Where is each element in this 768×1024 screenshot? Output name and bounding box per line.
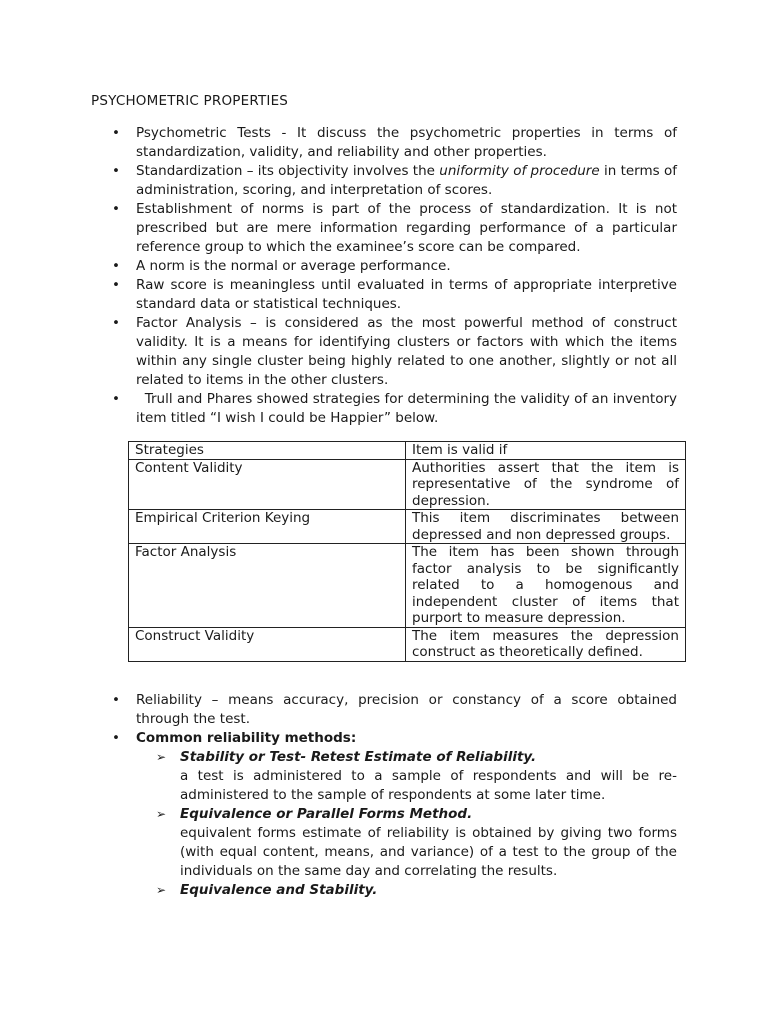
- validity-strategies-table: [128, 441, 686, 662]
- bullet-reliability-methods: [0, 729, 677, 748]
- method-body: equivalent forms estimate of reliability is obtained by giving two forms (with equal content, means, and variance) of a test to the group of the individuals on the same day and correlating the results.: [180, 825, 677, 879]
- table-header-cell: Item is valid if: [406, 442, 686, 460]
- table-cell-valid-if: The item has been shown through factor analysis to be significantly related to a homogenous and independent cluster of items that purport to measure depression.: [406, 544, 686, 628]
- standardization-text-pre: Standardization – its objectivity involves the: [136, 163, 440, 179]
- table-cell-strategy: Factor Analysis: [129, 544, 406, 628]
- bullet-psychometric-tests: • Psychometric Tests - It discuss the psychometric properties in terms of standardization, validity, and reliability and other properties.: [0, 124, 677, 162]
- bullet-norms: • Establishment of norms is part of the process of standardization. It is not prescribed but are mere information regarding performance of a particular reference group to which the examinee’s score can be compared.: [0, 200, 677, 257]
- table-cell-valid-if: This item discriminates between depressed and non depressed groups.: [406, 510, 686, 544]
- standardization-text-post: in terms of administration, scoring, and interpretation of scores.: [136, 163, 678, 198]
- table-row: [129, 510, 686, 544]
- method-title: ➢ Stability or Test- Retest Estimate of Reliability.: [180, 749, 537, 765]
- table-cell-strategy: Construct Validity: [129, 627, 406, 661]
- table-header-row: [129, 442, 686, 460]
- method-item: [136, 805, 677, 881]
- table-cell-strategy: Empirical Criterion Keying: [129, 510, 406, 544]
- document-heading: PSYCHOMETRIC PROPERTIES: [91, 93, 289, 109]
- standardization-italic: uniformity of procedure: [439, 163, 600, 179]
- table-cell-valid-if: The item measures the depression construct as theoretically defined.: [406, 627, 686, 661]
- bullet-reliability: • Reliability – means accuracy, precision or constancy of a score obtained through the test.: [0, 691, 677, 729]
- bullet-trull-phares: • Trull and Phares showed strategies for determining the validity of an inventory item titled “I wish I could be Happier” below.: [0, 390, 677, 428]
- method-item: [136, 881, 677, 900]
- bullet-list-reliability: [0, 691, 677, 748]
- table-cell-valid-if: Authorities assert that the item is representative of the syndrome of depression.: [406, 459, 686, 510]
- bullet-standardization: [0, 162, 677, 200]
- method-item: [136, 748, 677, 805]
- bullet-list-properties: [0, 124, 677, 428]
- methods-heading: Common reliability methods:: [136, 730, 357, 746]
- bullet-raw-score: • Raw score is meaningless until evaluated in terms of appropriate interpretive standard data or statistical techniques.: [0, 276, 677, 314]
- table-row: [129, 627, 686, 661]
- table-row: [129, 459, 686, 510]
- table-row: [129, 544, 686, 628]
- bullet-factor-analysis: • Factor Analysis – is considered as the most powerful method of construct validity. It is a means for identifying clusters or factors with which the items within any single cluster being highly related to one another, slightly or not all related to items in the other clusters.: [0, 314, 677, 390]
- bullet-norm-definition: • A norm is the normal or average performance.: [0, 257, 677, 276]
- method-body: a test is administered to a sample of respondents and will be re-administered to the sample of respondents at some later time.: [180, 768, 677, 803]
- method-title: ➢ Equivalence or Parallel Forms Method.: [180, 806, 473, 822]
- reliability-methods-list: [136, 748, 677, 900]
- table-header-cell: Strategies: [129, 442, 406, 460]
- table-cell-strategy: Content Validity: [129, 459, 406, 510]
- method-title: ➢ Equivalence and Stability.: [180, 882, 378, 898]
